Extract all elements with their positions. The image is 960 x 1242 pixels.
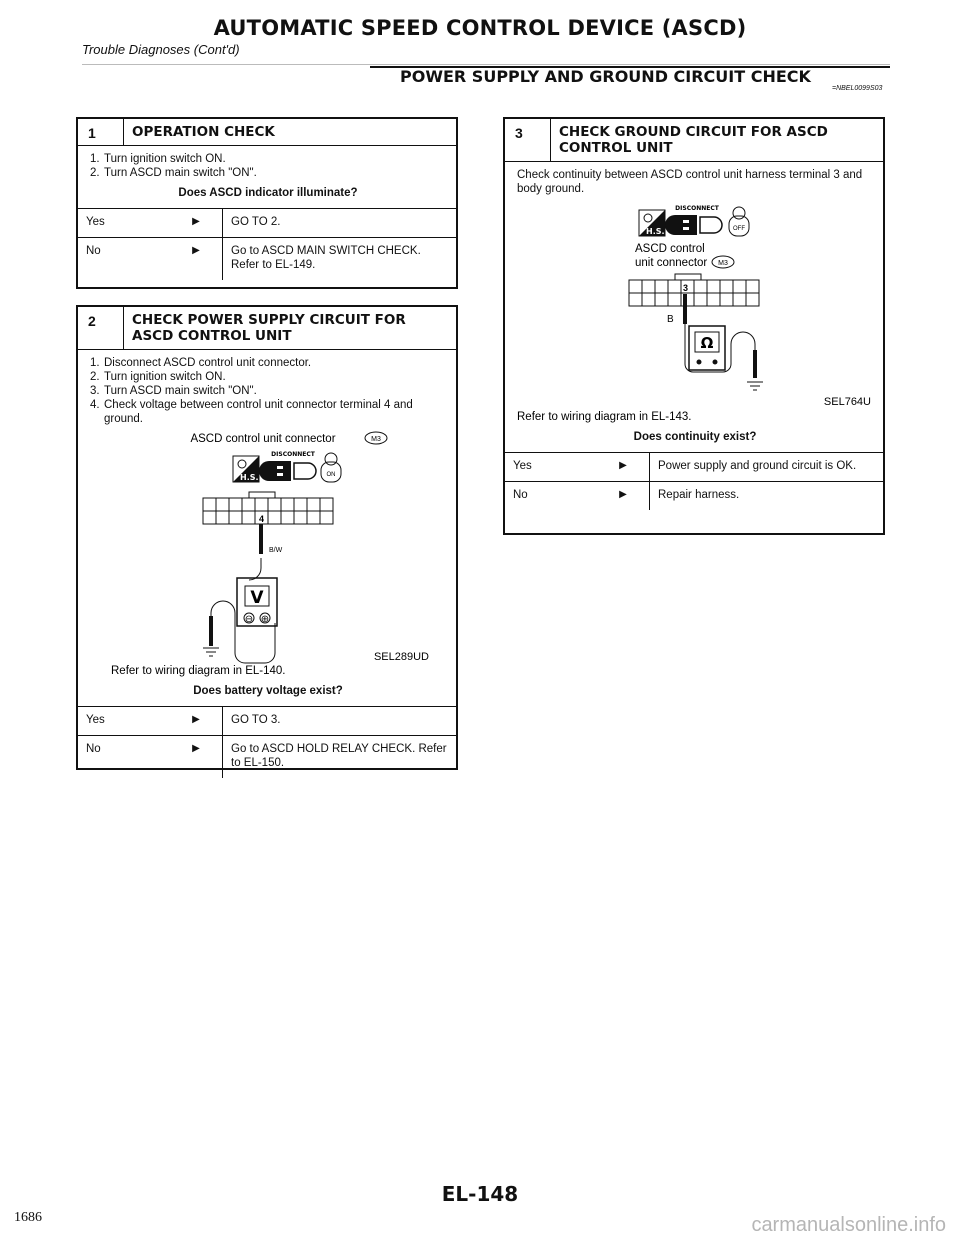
switch-icon <box>729 207 749 236</box>
connector-terminal-grid <box>203 492 333 524</box>
answer-no-row[interactable] <box>505 481 883 510</box>
answer-yes-row[interactable] <box>78 208 456 237</box>
meter-symbol: V <box>250 588 264 608</box>
continuity-check-diagram <box>517 198 877 424</box>
switch-state: ON <box>326 472 336 478</box>
probe-lead <box>683 294 687 324</box>
section-heading: POWER SUPPLY AND GROUND CIRCUIT CHECK <box>400 67 811 86</box>
arrow-right-icon: ▶ <box>192 743 200 754</box>
answer-result: GO TO 2. <box>222 209 456 237</box>
ground-lead <box>753 350 757 378</box>
arrow-right-icon: ▶ <box>192 245 200 256</box>
ground-icon <box>747 382 763 390</box>
instruction-list <box>90 152 446 180</box>
ignition-key-icon <box>233 456 259 482</box>
wire-color: B <box>667 314 674 325</box>
wiring-reference: Refer to wiring diagram in EL-140. <box>111 665 286 677</box>
page-number: 1686 <box>14 1210 42 1225</box>
continuity-check-svg <box>517 198 877 424</box>
switch-state: OFF <box>733 226 745 232</box>
instruction-item: 1. Turn ignition switch ON. <box>90 153 226 165</box>
terminal-number: 4 <box>259 514 265 524</box>
step-2-body <box>78 350 456 706</box>
instruction-item: 3. Turn ASCD main switch "ON". <box>90 385 257 397</box>
answer-label: No <box>86 245 101 257</box>
voltage-check-diagram <box>93 428 443 678</box>
connector-terminal-grid <box>629 274 759 306</box>
meter-symbol: Ω <box>700 334 714 352</box>
ohmmeter-icon <box>685 324 755 372</box>
header-divider <box>82 64 890 65</box>
instruction-text: Check continuity between ASCD control unit harness terminal 3 and body ground. <box>517 169 863 195</box>
arrow-right-icon: ▶ <box>619 489 627 500</box>
step-2-header <box>78 307 456 350</box>
step-3-box <box>503 117 885 535</box>
instruction-item: 4. Check voltage between control unit connector terminal 4 and ground. <box>90 399 413 425</box>
page-title: AUTOMATIC SPEED CONTROL DEVICE (ASCD) <box>213 16 747 40</box>
answer-result: GO TO 3. <box>222 707 456 735</box>
step-number: 2 <box>78 307 124 349</box>
section-code: =NBEL0099S03 <box>832 85 883 92</box>
step-title: CHECK GROUND CIRCUIT FOR ASCD CONTROL UNIT <box>559 124 828 156</box>
arrow-right-icon: ▶ <box>192 714 200 725</box>
ground-icon <box>203 648 219 656</box>
arrow-right-icon: ▶ <box>619 460 627 471</box>
answer-label: Yes <box>513 460 532 472</box>
positive-terminal: ⊕ <box>260 614 270 625</box>
probe-lead <box>259 524 263 554</box>
ground-lead <box>209 616 213 646</box>
answer-result: Go to ASCD MAIN SWITCH CHECK. Refer to EL-149. <box>222 238 456 280</box>
answer-no-row[interactable] <box>78 237 456 280</box>
connector-caption-line1: ASCD control <box>635 243 705 255</box>
step-1-body <box>78 146 456 208</box>
connector-caption: ASCD control unit connector <box>190 433 336 445</box>
step-number: 3 <box>505 119 551 161</box>
watermark: carmanualsonline.info <box>751 1214 946 1236</box>
disconnect-connector-icon <box>259 461 316 481</box>
answer-result: Go to ASCD HOLD RELAY CHECK. Refer to EL-150. <box>222 736 456 778</box>
step-3-body <box>505 162 883 452</box>
step-3-header <box>505 119 883 162</box>
page-code: EL-148 <box>441 1182 519 1206</box>
figure-id: SEL764U <box>823 396 871 408</box>
wiring-reference: Refer to wiring diagram in EL-143. <box>517 411 692 423</box>
step-1-header <box>78 119 456 146</box>
hs-label: H.S. <box>646 227 665 236</box>
page-subtitle: Trouble Diagnoses (Cont'd) <box>82 42 240 57</box>
wire-color: B/W <box>269 547 283 554</box>
terminal-number: 3 <box>683 283 689 293</box>
connector-code: M3 <box>718 260 728 267</box>
step-1-box <box>76 117 458 289</box>
instruction-item: 2. Turn ASCD main switch "ON". <box>90 167 257 179</box>
connector-caption-line2: unit connector <box>635 257 708 269</box>
question: Does ASCD indicator illuminate? <box>178 187 358 199</box>
answer-yes-row[interactable] <box>78 706 456 735</box>
answer-label: Yes <box>86 216 105 228</box>
disconnect-label: DISCONNECT <box>271 451 315 458</box>
disconnect-connector-icon <box>665 215 722 235</box>
answer-no-row[interactable] <box>78 735 456 778</box>
negative-terminal: ⊖ <box>244 614 254 625</box>
step-title: CHECK POWER SUPPLY CIRCUIT FOR ASCD CONTROL UNIT <box>132 312 406 344</box>
instruction-item: 2. Turn ignition switch ON. <box>90 371 226 383</box>
answer-label: No <box>86 743 101 755</box>
voltmeter-icon <box>211 558 277 663</box>
answer-result: Repair harness. <box>649 482 883 510</box>
answer-yes-row[interactable] <box>505 452 883 481</box>
ignition-key-icon <box>639 210 665 236</box>
figure-id: SEL289UD <box>373 651 429 663</box>
answer-label: Yes <box>86 714 105 726</box>
question: Does battery voltage exist? <box>193 685 343 697</box>
disconnect-label: DISCONNECT <box>675 205 719 212</box>
answer-label: No <box>513 489 528 501</box>
voltage-check-svg <box>93 428 443 678</box>
step-number: 1 <box>78 119 124 145</box>
connector-code: M3 <box>371 436 381 443</box>
answer-result: Power supply and ground circuit is OK. <box>649 453 883 481</box>
step-2-box <box>76 305 458 770</box>
instruction-list <box>90 356 446 426</box>
instruction-item: 1. Disconnect ASCD control unit connector. <box>90 357 312 369</box>
switch-icon <box>321 453 341 482</box>
question: Does continuity exist? <box>633 431 757 443</box>
step-title: OPERATION CHECK <box>132 124 275 140</box>
hs-label: H.S. <box>240 473 259 482</box>
arrow-right-icon: ▶ <box>192 216 200 227</box>
